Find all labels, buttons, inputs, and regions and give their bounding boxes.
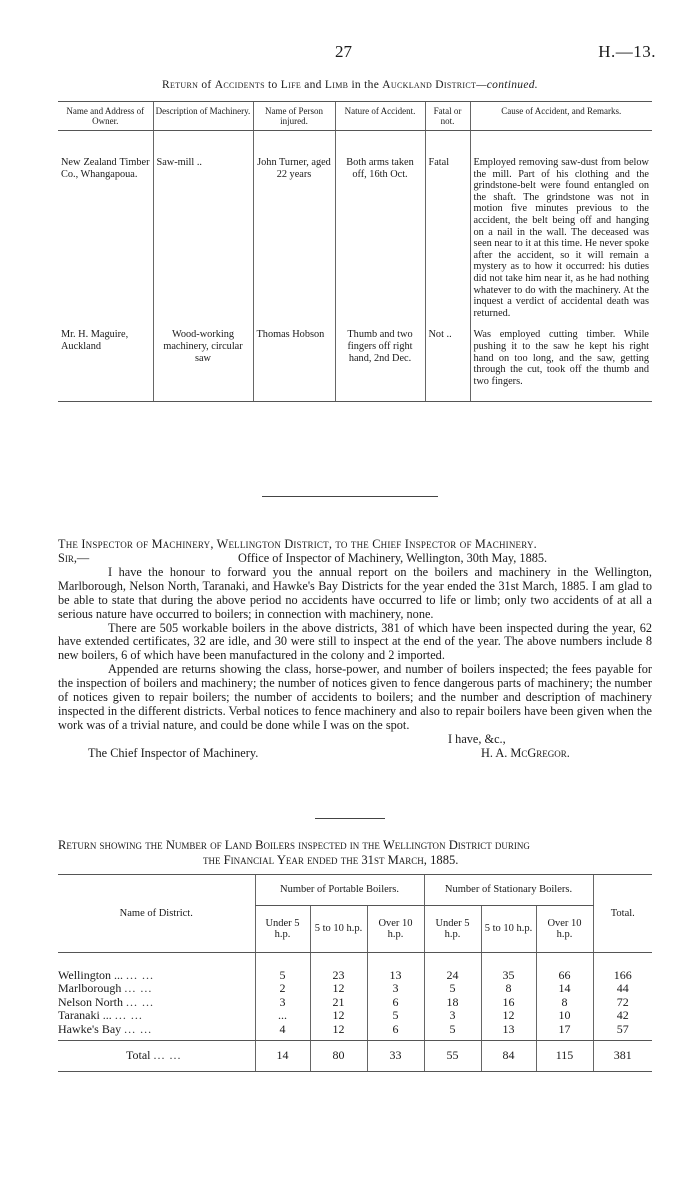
district-name: Nelson North bbox=[58, 994, 123, 1009]
value-cell: 66 bbox=[536, 953, 593, 983]
value-cell: 5 bbox=[255, 953, 310, 983]
col-header-sub: 5 to 10 h.p. bbox=[481, 906, 536, 953]
col-header-sub: 5 to 10 h.p. bbox=[310, 906, 367, 953]
leader-dots: ... ... bbox=[126, 968, 155, 982]
value-cell: 3 bbox=[255, 996, 310, 1009]
col-header-person: Name of Person injured. bbox=[253, 102, 335, 131]
total-cell: 166 bbox=[593, 953, 652, 983]
accidents-header-row bbox=[58, 102, 652, 131]
col-header-sub: Under 5 h.p. bbox=[255, 906, 310, 953]
value-cell: 12 bbox=[310, 982, 367, 995]
district-cell bbox=[58, 1009, 255, 1022]
title-word: Return bbox=[162, 79, 199, 91]
value-cell: 10 bbox=[536, 1009, 593, 1022]
value-cell: 21 bbox=[310, 996, 367, 1009]
value-cell: 13 bbox=[367, 953, 424, 983]
table-row bbox=[58, 1009, 652, 1022]
district-name: Hawke's Bay bbox=[58, 1021, 122, 1036]
total-label: Total bbox=[126, 1048, 151, 1063]
owner-cell: Mr. H. Maguire, Auckland bbox=[58, 329, 153, 401]
value-cell: 80 bbox=[310, 1041, 367, 1072]
table-row bbox=[58, 157, 652, 329]
value-cell: 3 bbox=[424, 1009, 481, 1022]
value-cell: 14 bbox=[536, 982, 593, 995]
title-word: to bbox=[268, 79, 278, 91]
title-word: Accidents bbox=[214, 79, 265, 91]
table-spacer bbox=[58, 131, 652, 158]
letter-office-line: Office of Inspector of Machinery, Wellington, 30th May, 1885. bbox=[238, 550, 548, 565]
title-word: and bbox=[304, 79, 322, 91]
letter-paragraph: I have the honour to forward you the annual report on the boilers and machinery in the Wellington, Marlborough, Nelson North, Taranaki, and Hawke's Bay Districts for the year ended the 31st March, 1885. I am glad to be able to state that during the above period no accidents have occurred to life or limb; only two accidents of at all a serious nature have occurred to boilers; in connection with machinery, none. bbox=[58, 564, 652, 621]
total-cell: 72 bbox=[593, 996, 652, 1009]
value-cell: 84 bbox=[481, 1041, 536, 1072]
table-row bbox=[58, 953, 652, 983]
district-name: Marlborough bbox=[58, 981, 122, 996]
table-row bbox=[58, 996, 652, 1009]
letter-signature-row bbox=[58, 747, 652, 761]
col-header-fatal: Fatal or not. bbox=[425, 102, 470, 131]
col-header-nature: Nature of Accident. bbox=[335, 102, 425, 131]
col-header-portable: Number of Portable Boilers. bbox=[255, 875, 424, 906]
letter-salutation: Sir,— bbox=[58, 550, 90, 565]
value-cell: 115 bbox=[536, 1041, 593, 1072]
section-divider bbox=[315, 818, 385, 819]
value-cell: ... bbox=[255, 1009, 310, 1022]
col-header-machinery: Description of Machinery. bbox=[153, 102, 253, 131]
title-word: —continued. bbox=[476, 79, 538, 91]
person-cell: John Turner, aged 22 years bbox=[253, 157, 335, 329]
accidents-table bbox=[58, 101, 652, 402]
value-cell: 8 bbox=[481, 982, 536, 995]
value-cell: 14 bbox=[255, 1041, 310, 1072]
letter-paragraph: Appended are returns showing the class, horse-power, and number of boilers inspected; the fees payable for the inspection of boilers and machinery; the number of notices given to fence dangerous parts of machinery; the number of notices given to repair boilers; the number of accidents to boilers; and the number and description of machinery inspected in the different districts. Verbal notices to fence machinery and also to repair boilers have been given when the work was of a trivial nature, and could be done while I was on the spot. bbox=[58, 662, 652, 732]
col-header-total: Total. bbox=[593, 875, 652, 953]
letter-title: The Inspector of Machinery, Wellington District, to the Chief Inspector of Machinery. bbox=[58, 537, 537, 551]
page-reference: H.—13. bbox=[598, 42, 656, 61]
table-row bbox=[58, 1023, 652, 1041]
value-cell: 33 bbox=[367, 1041, 424, 1072]
leader-dots: ... ... bbox=[124, 981, 153, 996]
district-cell bbox=[58, 982, 255, 995]
boilers-table-title bbox=[58, 838, 652, 867]
col-header-sub: Under 5 h.p. bbox=[424, 906, 481, 953]
total-cell: 57 bbox=[593, 1023, 652, 1041]
leader-dots: ... ... bbox=[124, 1021, 153, 1036]
value-cell: 5 bbox=[424, 1023, 481, 1041]
value-cell: 5 bbox=[424, 982, 481, 995]
col-header-sub: Over 10 h.p. bbox=[367, 906, 424, 953]
total-label-cell bbox=[58, 1041, 255, 1072]
letter-paragraph: There are 505 workable boilers in the above districts, 381 of which have been inspected during the year, 62 have extended certificates, 32 are idle, and 30 were still to inspect at the end of the year. The above numbers include 8 new boilers, 6 of which have been manufactured in the colony and 2 imported. bbox=[58, 620, 652, 663]
title-word: of bbox=[201, 79, 212, 91]
table-row bbox=[58, 982, 652, 995]
person-cell: Thomas Hobson bbox=[253, 329, 335, 401]
machinery-cell: Saw-mill .. bbox=[153, 157, 253, 329]
value-cell: 55 bbox=[424, 1041, 481, 1072]
total-cell: 44 bbox=[593, 982, 652, 995]
letter-addressee: The Chief Inspector of Machinery. bbox=[88, 745, 259, 760]
total-row bbox=[58, 1041, 652, 1072]
value-cell: 3 bbox=[367, 982, 424, 995]
col-header-stationary: Number of Stationary Boilers. bbox=[424, 875, 593, 906]
value-cell: 13 bbox=[481, 1023, 536, 1041]
accidents-table-title bbox=[0, 79, 700, 91]
value-cell: 8 bbox=[536, 996, 593, 1009]
value-cell: 16 bbox=[481, 996, 536, 1009]
table-row bbox=[58, 329, 652, 401]
fatal-cell: Fatal bbox=[425, 157, 470, 329]
total-cell: 381 bbox=[593, 1041, 652, 1072]
value-cell: 12 bbox=[481, 1009, 536, 1022]
leader-dots: ... ... bbox=[114, 1008, 143, 1023]
boilers-title-line: the Financial Year ended the 31st March, 1885. bbox=[203, 852, 459, 867]
value-cell: 4 bbox=[255, 1023, 310, 1041]
boilers-header-row bbox=[58, 875, 652, 906]
district-name: Taranaki ... bbox=[58, 1008, 112, 1023]
district-cell bbox=[58, 953, 255, 983]
col-header-district: Name of District. bbox=[58, 875, 255, 953]
cause-cell: Employed removing saw-dust from below the mill. Part of his clothing and the grindstone-belt were found entangled on the shaft. The grindstone was not in motion five minutes previous to the accident, the belt being off and hanging on a nail in the wall. The deceased was seen near to it at this time. He never spoke after the accident, so it will remain a mystery as to how it occurred: his duties did not take him near it, as he had nothing whatever to do with the machinery. At the inquest a verdict of accidental death was returned. bbox=[470, 157, 652, 329]
page-number: 27 bbox=[335, 42, 352, 61]
title-word: Life bbox=[280, 79, 302, 91]
title-word: Limb bbox=[324, 79, 349, 91]
value-cell: 17 bbox=[536, 1023, 593, 1041]
value-cell: 23 bbox=[310, 953, 367, 983]
letter-salutation-row bbox=[58, 552, 652, 566]
value-cell: 12 bbox=[310, 1023, 367, 1041]
machinery-cell: Wood-working machinery, circular saw bbox=[153, 329, 253, 401]
value-cell: 35 bbox=[481, 953, 536, 983]
nature-cell: Thumb and two fingers off right hand, 2nd Dec. bbox=[335, 329, 425, 401]
district-cell bbox=[58, 996, 255, 1009]
value-cell: 24 bbox=[424, 953, 481, 983]
value-cell: 6 bbox=[367, 1023, 424, 1041]
total-cell: 42 bbox=[593, 1009, 652, 1022]
letter-signature: H. A. McGregor. bbox=[481, 745, 570, 760]
boilers-table bbox=[58, 874, 652, 1072]
value-cell: 18 bbox=[424, 996, 481, 1009]
district-cell bbox=[58, 1023, 255, 1041]
col-header-sub: Over 10 h.p. bbox=[536, 906, 593, 953]
value-cell: 6 bbox=[367, 996, 424, 1009]
col-header-cause: Cause of Accident, and Remarks. bbox=[470, 102, 652, 131]
cause-cell: Was employed cutting timber. While pushing it to the saw he kept his right hand on too long, and the saw, getting through the cut, took off the thumb and two fingers. bbox=[470, 329, 652, 401]
value-cell: 2 bbox=[255, 982, 310, 995]
value-cell: 12 bbox=[310, 1009, 367, 1022]
nature-cell: Both arms taken off, 16th Oct. bbox=[335, 157, 425, 329]
fatal-cell: Not .. bbox=[425, 329, 470, 401]
letter-closing: I have, &c., bbox=[448, 731, 506, 746]
page-header bbox=[0, 42, 700, 66]
boilers-title-line: Return showing the Number of Land Boilers inspected in the Wellington District during bbox=[58, 838, 530, 852]
district-name: Wellington ... bbox=[58, 968, 124, 982]
leader-dots: ... ... bbox=[126, 994, 154, 1009]
col-header-owner: Name and Address of Owner. bbox=[58, 102, 153, 131]
title-word: Auckland District bbox=[382, 79, 477, 91]
owner-cell: New Zealand Timber Co., Whangapoua. bbox=[61, 157, 150, 180]
leader-dots: ... ... bbox=[153, 1048, 182, 1063]
inspector-letter bbox=[58, 538, 652, 761]
title-word: in the bbox=[351, 79, 380, 91]
value-cell: 5 bbox=[367, 1009, 424, 1022]
section-divider bbox=[262, 496, 438, 497]
